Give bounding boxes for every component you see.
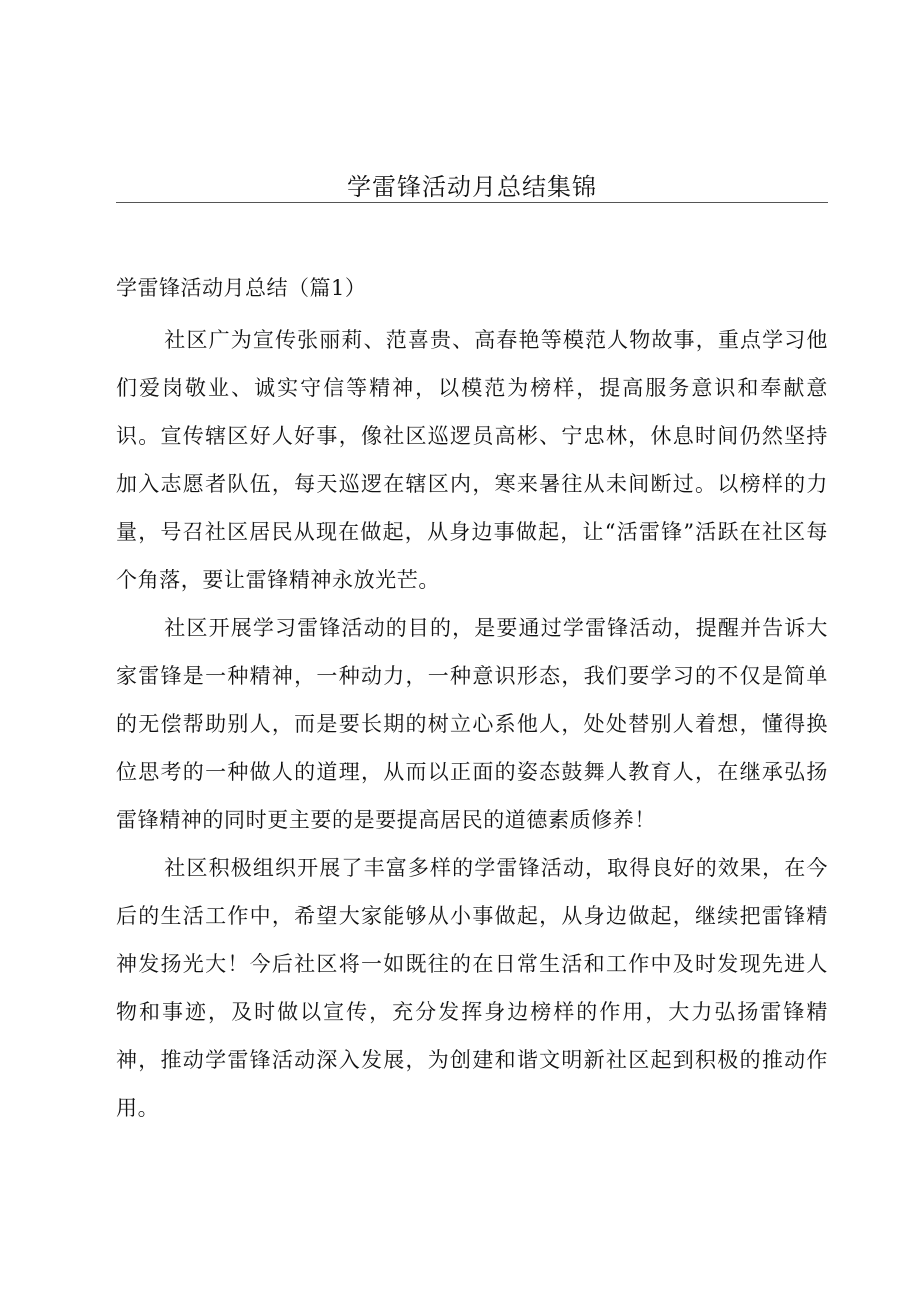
section-heading: 学雷锋活动月总结（篇1）: [116, 276, 367, 300]
title-underline: [116, 202, 828, 203]
paragraph: 社区积极组织开展了丰富多样的学雷锋活动，取得良好的效果，在今后的生活工作中，希望大家能够从小事做起，从身边做起，继续把雷锋精神发扬光大！今后社区将一如既往的在日常生活和工作中及时发现先进人物和事迹，及时做以宣传，充分发挥身边榜样的作用，大力弘扬雷锋精神，推动学雷锋活动深入发展，为创建和谐文明新社区起到积极的推动作用。: [116, 856, 828, 1120]
paragraph-3-block: [116, 844, 828, 1132]
paragraph: 社区开展学习雷锋活动的目的，是要通过学雷锋活动，提醒并告诉大家雷锋是一种精神，一种动力，一种意识形态，我们要学习的不仅是简单的无偿帮助别人，而是要长期的树立心系他人，处处替别人着想，懂得换位思考的一种做人的道理，从而以正面的姿态鼓舞人教育人，在继承弘扬雷锋精神的同时更主要的是要提高居民的道德素质修养！: [116, 616, 828, 832]
document-title: 学雷锋活动月总结集锦: [347, 173, 597, 201]
paragraph-1-block: [116, 316, 828, 604]
paragraph: 社区广为宣传张丽莉、范喜贵、高春艳等模范人物故事，重点学习他们爱岗敬业、诚实守信等精神，以模范为榜样，提高服务意识和奉献意识。宣传辖区好人好事，像社区巡逻员高彬、宁忠林，休息时间仍然坚持加入志愿者队伍，每天巡逻在辖区内，寒来暑往从未间断过。以榜样的力量，号召社区居民从现在做起，从身边事做起，让“活雷锋”活跃在社区每个角落，要让雷锋精神永放光芒。: [116, 328, 828, 592]
paragraph-2-block: [116, 604, 828, 844]
